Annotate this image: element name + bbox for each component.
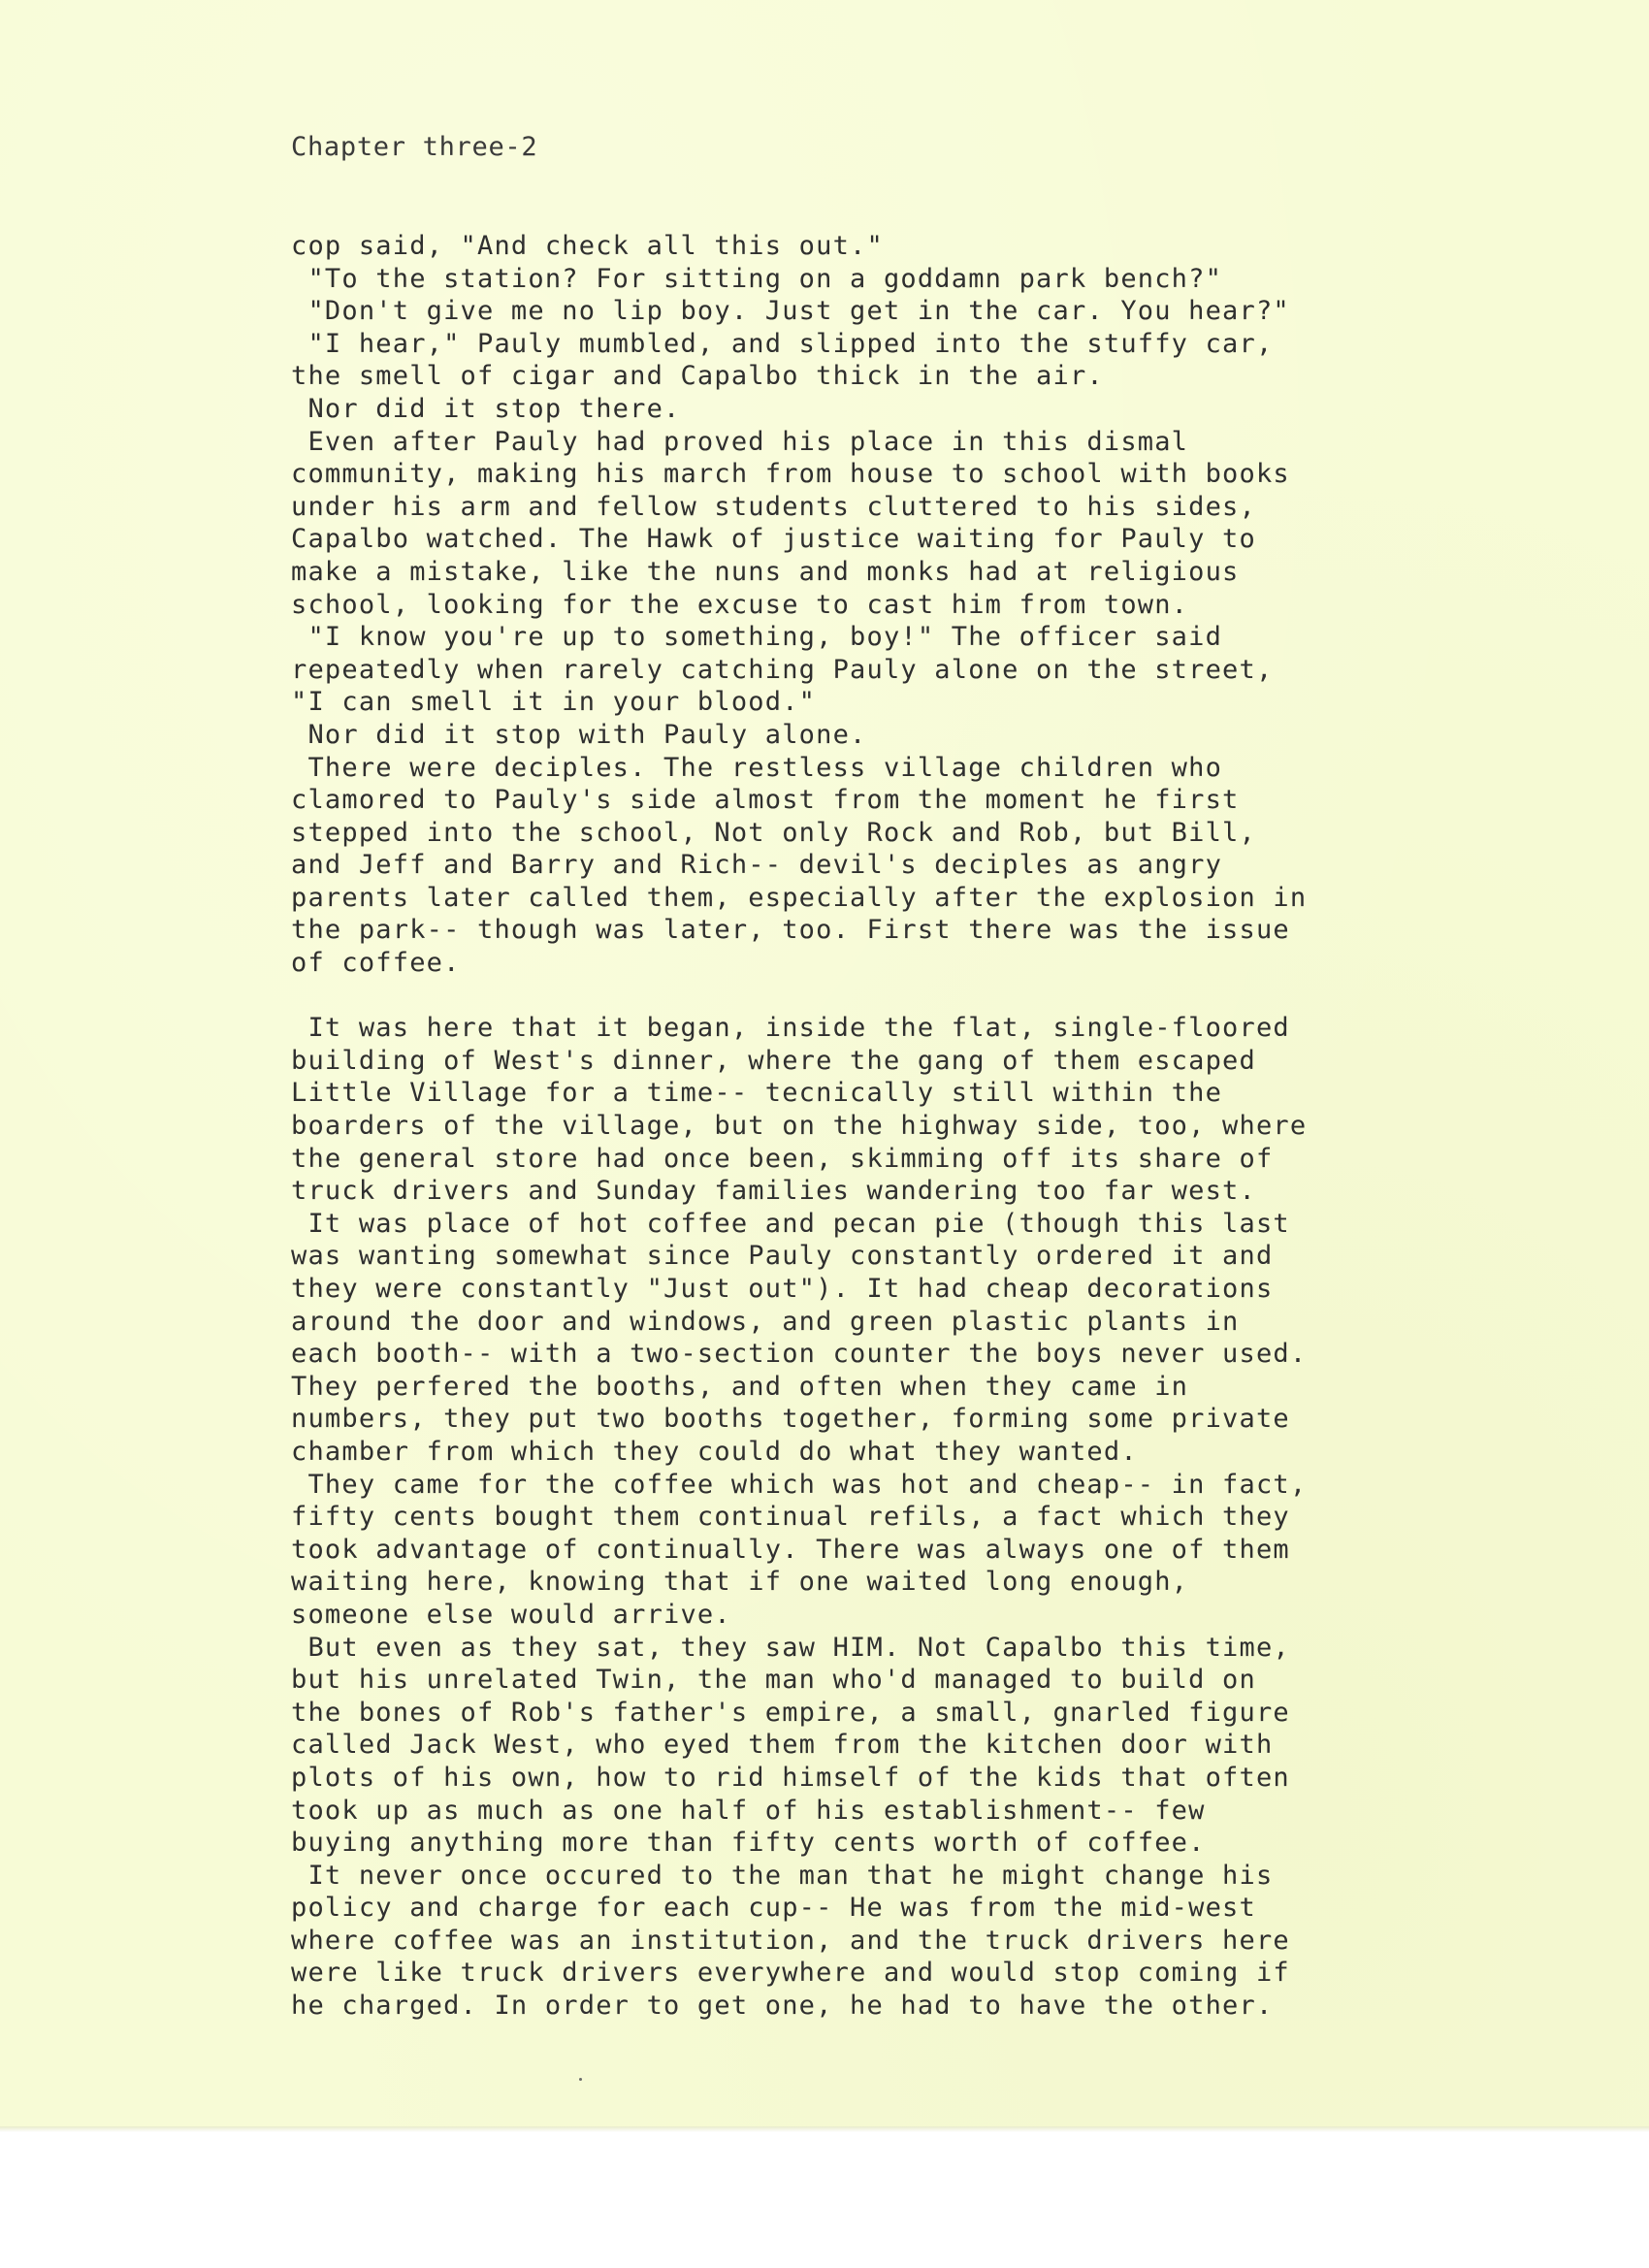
- text-line: buying anything more than fifty cents worth of coffee.: [291, 1828, 1206, 1859]
- text-line: where coffee was an institution, and the truck drivers here: [291, 1925, 1290, 1956]
- text-line: the park-- though was later, too. First there was the issue: [291, 915, 1290, 946]
- text-line: There were deciples. The restless village children who: [291, 752, 1223, 783]
- text-line: each booth-- with a two-section counter the boys never used.: [291, 1339, 1308, 1370]
- text-line: "To the station? For sitting on a goddamn park bench?": [291, 263, 1223, 294]
- text-line: Nor did it stop with Pauly alone.: [291, 719, 867, 750]
- page-bottom-edge: [0, 2126, 1649, 2132]
- text-line: make a mistake, like the nuns and monks had at religious: [291, 556, 1240, 587]
- text-line: the general store had once been, skimming off its share of: [291, 1143, 1274, 1174]
- text-line: It was place of hot coffee and pecan pie (though this last: [291, 1208, 1290, 1239]
- text-line: fifty cents bought them continual refils, a fact which they: [291, 1502, 1290, 1533]
- page-body-text: [291, 230, 1494, 2023]
- text-line: "I hear," Pauly mumbled, and slipped into the stuffy car,: [291, 328, 1274, 359]
- text-line: Nor did it stop there.: [291, 393, 681, 424]
- blank-line: [291, 980, 1494, 1013]
- text-line: They perfered the booths, and often when they came in: [291, 1371, 1189, 1402]
- text-line: numbers, they put two booths together, forming some private: [291, 1404, 1290, 1435]
- text-line: they were constantly "Just out"). It had cheap decorations: [291, 1274, 1274, 1304]
- text-line: under his arm and fellow students cluttered to his sides,: [291, 491, 1256, 522]
- text-line: of coffee.: [291, 948, 461, 979]
- text-line: the bones of Rob's father's empire, a small, gnarled figure: [291, 1697, 1290, 1728]
- text-line: It never once occured to the man that he might change his: [291, 1860, 1274, 1891]
- text-line: and Jeff and Barry and Rich-- devil's deciples as angry: [291, 850, 1223, 881]
- text-line: the smell of cigar and Capalbo thick in the air.: [291, 361, 1104, 392]
- text-line: It was here that it began, inside the flat, single-floored: [291, 1013, 1290, 1044]
- text-line: he charged. In order to get one, he had to have the other.: [291, 1991, 1274, 2022]
- chapter-header: Chapter three-2: [291, 132, 538, 162]
- text-line: boarders of the village, but on the highway side, too, where: [291, 1111, 1308, 1142]
- text-line: chamber from which they could do what they wanted.: [291, 1436, 1138, 1467]
- text-line: around the door and windows, and green plastic plants in: [291, 1306, 1240, 1337]
- text-line: took up as much as one half of his establishment-- few: [291, 1795, 1206, 1826]
- text-line: clamored to Pauly's side almost from the moment he first: [291, 785, 1240, 816]
- text-line: plots of his own, how to rid himself of the kids that often: [291, 1762, 1290, 1793]
- paper-speck: [579, 2078, 582, 2081]
- text-line: parents later called them, especially after the explosion in: [291, 882, 1308, 913]
- text-line: called Jack West, who eyed them from the kitchen door with: [291, 1730, 1274, 1761]
- text-line: "I know you're up to something, boy!" The officer said: [291, 622, 1223, 653]
- text-line: took advantage of continually. There was always one of them: [291, 1534, 1290, 1565]
- text-line: waiting here, knowing that if one waited long enough,: [291, 1567, 1189, 1598]
- text-line: stepped into the school, Not only Rock and Rob, but Bill,: [291, 817, 1256, 848]
- text-line: cop said, "And check all this out.": [291, 231, 884, 261]
- text-line: "I can smell it in your blood.": [291, 687, 817, 718]
- text-line: They came for the coffee which was hot and cheap-- in fact,: [291, 1469, 1308, 1500]
- text-line: Even after Pauly had proved his place in this dismal: [291, 426, 1189, 457]
- text-line: Little Village for a time-- tecnically still within the: [291, 1078, 1223, 1109]
- text-line: truck drivers and Sunday families wandering too far west.: [291, 1176, 1256, 1207]
- text-line: building of West's dinner, where the gang of them escaped: [291, 1045, 1256, 1076]
- text-line: were like truck drivers everywhere and would stop coming if: [291, 1958, 1290, 1989]
- text-line: Capalbo watched. The Hawk of justice waiting for Pauly to: [291, 524, 1256, 555]
- text-line: "Don't give me no lip boy. Just get in the car. You hear?": [291, 296, 1290, 327]
- text-line: community, making his march from house to school with books: [291, 459, 1290, 490]
- text-line: but his unrelated Twin, the man who'd managed to build on: [291, 1665, 1256, 1696]
- text-line: someone else would arrive.: [291, 1599, 731, 1630]
- text-line: But even as they sat, they saw HIM. Not Capalbo this time,: [291, 1632, 1290, 1663]
- text-line: repeatedly when rarely catching Pauly alone on the street,: [291, 654, 1274, 685]
- text-line: was wanting somewhat since Pauly constantly ordered it and: [291, 1241, 1274, 1272]
- text-line: policy and charge for each cup-- He was from the mid-west: [291, 1893, 1256, 1924]
- text-line: school, looking for the excuse to cast him from town.: [291, 589, 1189, 620]
